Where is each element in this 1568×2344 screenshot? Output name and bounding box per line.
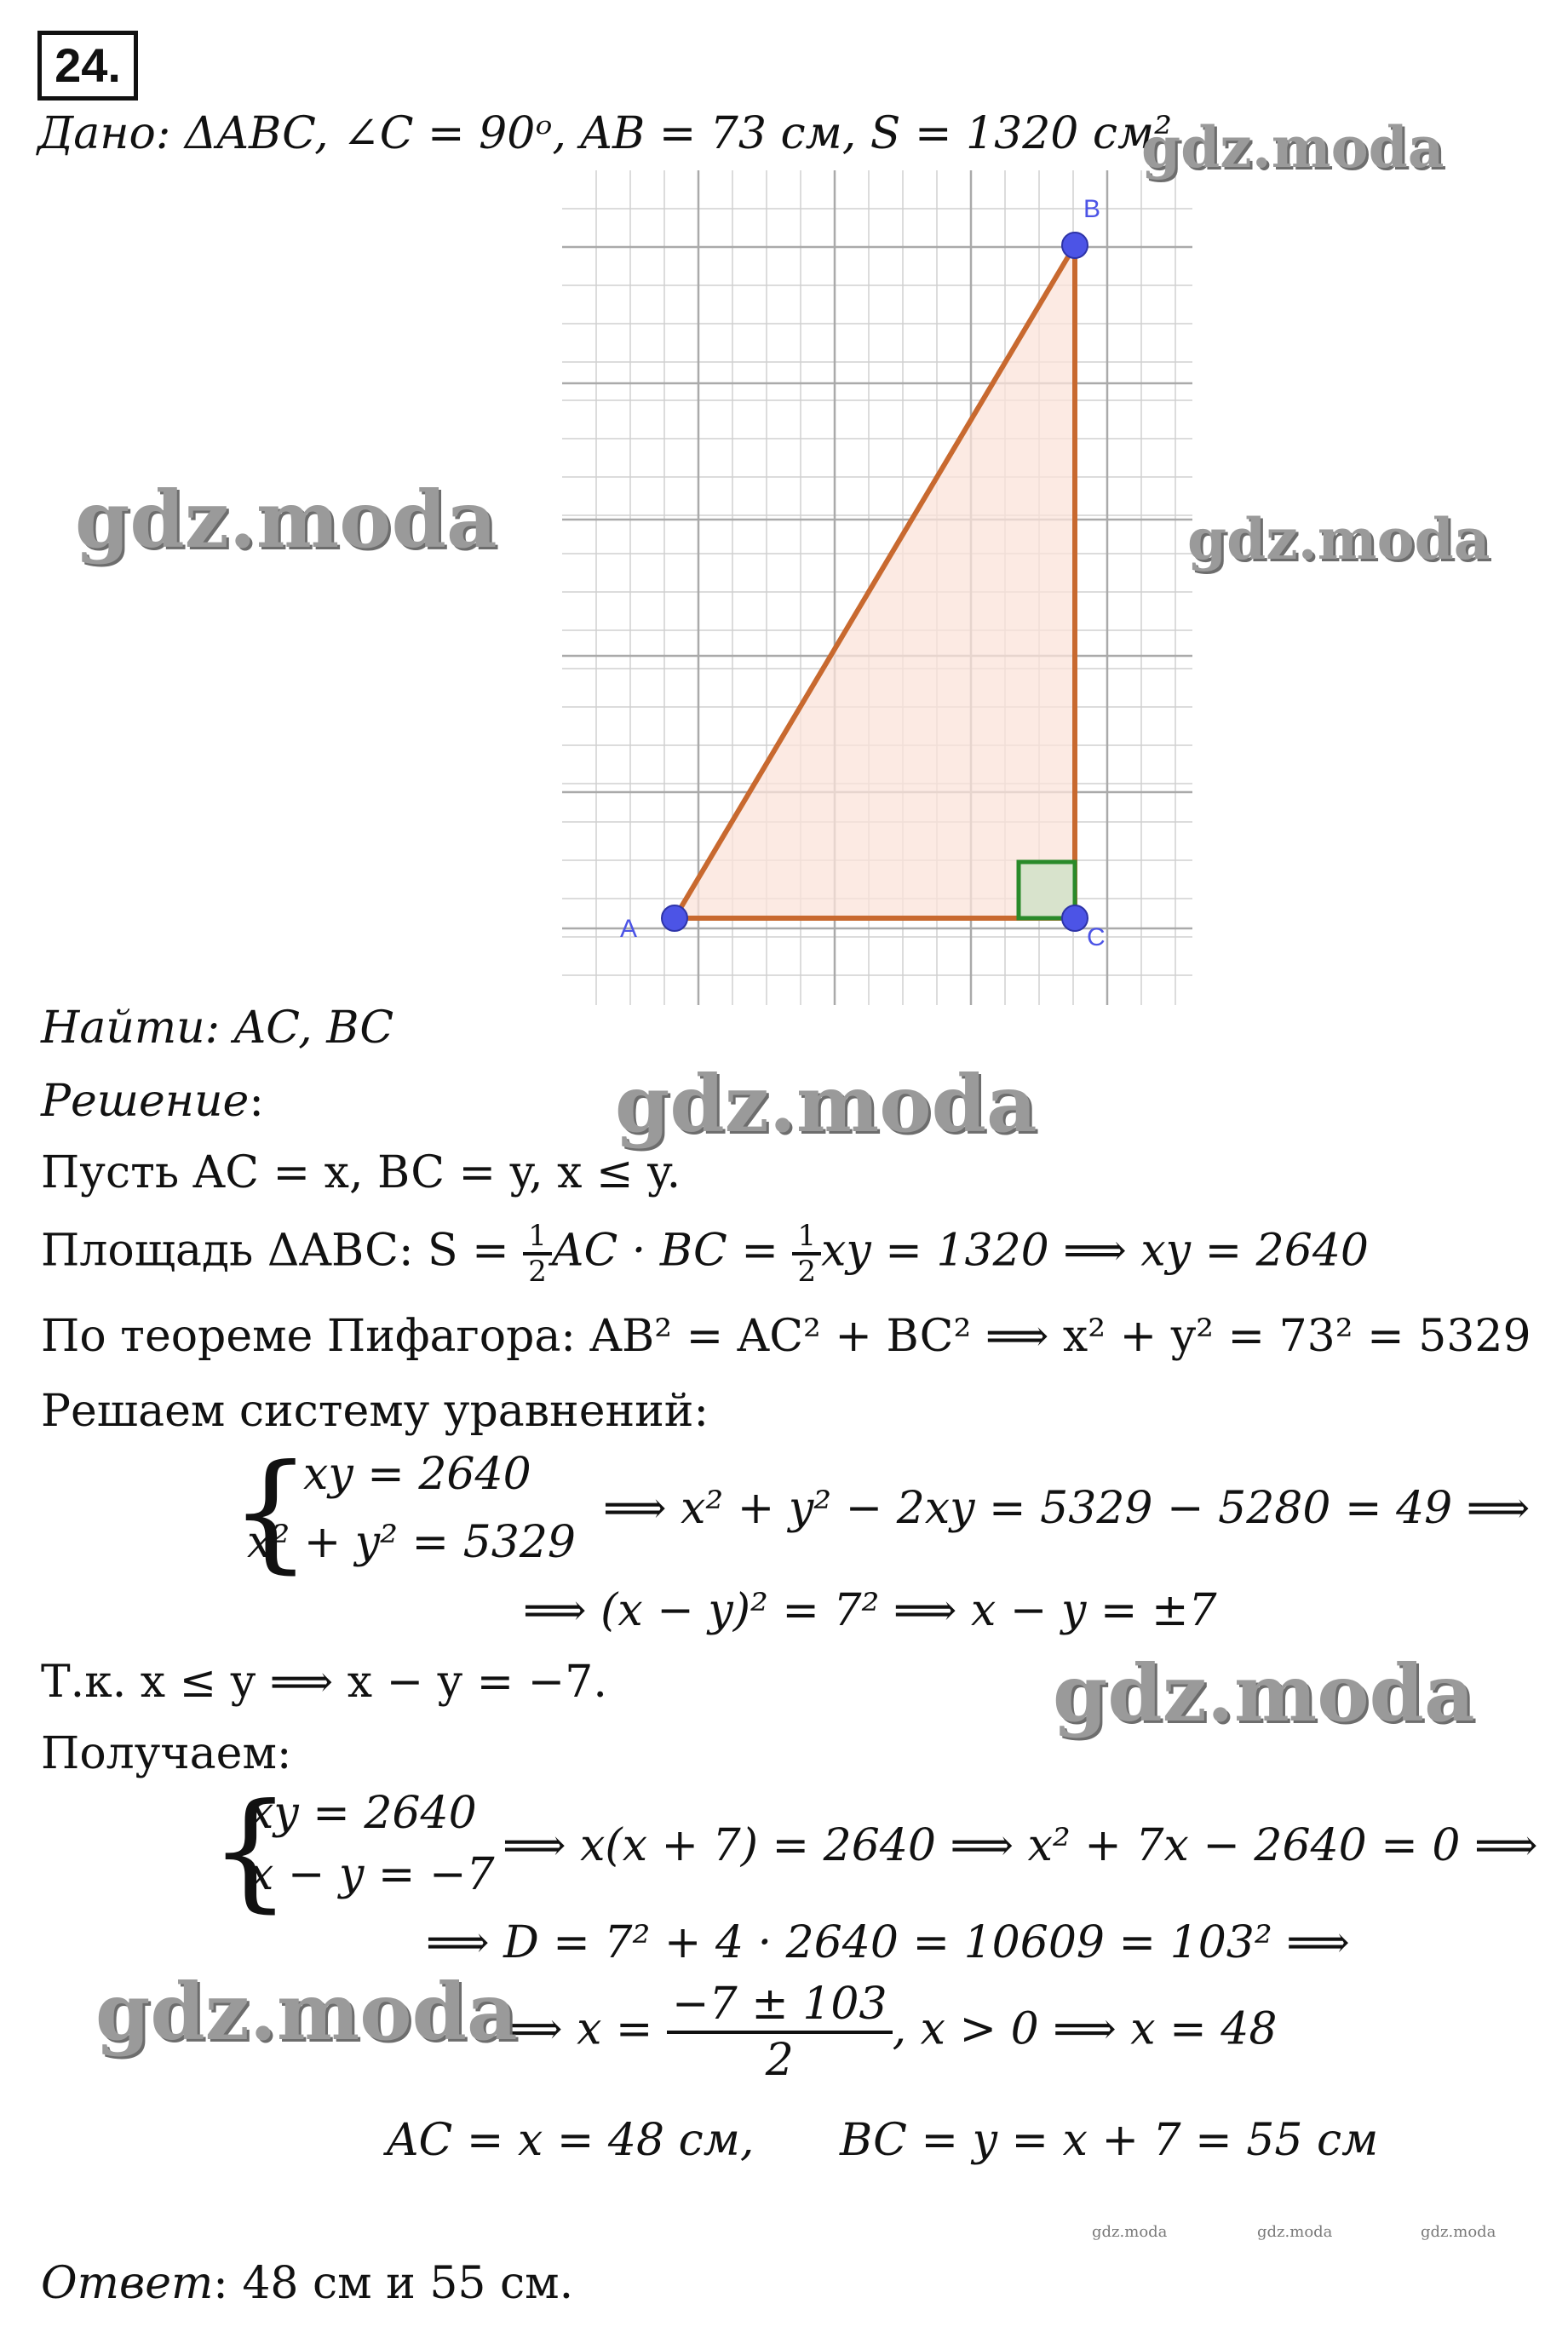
watermark-small: gdz.moda (1257, 2223, 1333, 2241)
fraction-numerator: 1 (523, 1220, 552, 1255)
watermark: gdz.moda (95, 1966, 518, 2058)
solution-header (41, 1075, 264, 1128)
watermark-small: gdz.moda (1092, 2223, 1168, 2241)
answer-label: Ответ (41, 2258, 214, 2309)
result-bc: BC = y = x + 7 = 55 см (840, 2115, 1379, 2166)
area-mid: AC · BC = (551, 1225, 793, 1277)
fraction-denominator: 2 (797, 1255, 817, 1289)
watermark: gdz.moda (75, 474, 497, 566)
system-1-result: ⟹ x² + y² − 2xy = 5329 − 5280 = 49 ⟹ (603, 1483, 1531, 1534)
solution-line-5: ⟹ (x − y)² = 7² ⟹ x − y = ±7 (523, 1585, 1217, 1636)
solution-line-8: ⟹ D = 7² + 4 · 2640 = 10609 = 103² ⟹ (426, 1917, 1350, 1968)
root-suffix: , x > 0 ⟹ x = 48 (892, 2003, 1278, 2055)
area-prefix: Площадь ΔABC: S = (41, 1225, 524, 1277)
system-1-eq-1: xy = 2640 (303, 1449, 531, 1500)
given-label: Дано (37, 108, 156, 159)
watermark: gdz.moda (615, 1058, 1037, 1150)
system-2-eq-2: x − y = −7 (249, 1849, 495, 1900)
watermark: gdz.moda (1053, 1647, 1475, 1739)
system-2-result: ⟹ x(x + 7) = 2640 ⟹ x² + 7x − 2640 = 0 ⟹ (503, 1820, 1538, 1871)
system-1-brace: { (230, 1438, 312, 1586)
problem-number: 24. (37, 31, 138, 101)
triangle-diagram (562, 170, 1192, 1005)
find-line (41, 1002, 393, 1054)
solution-line-3: По теореме Пифагора: AB² = AC² + BC² ⟹ x² + y² = 73² = 5329 (41, 1311, 1531, 1362)
given-text: : ΔABC, ∠C = 90ᵒ, AB = 73 см, S = 1320 см² (155, 108, 1172, 159)
label-a: A (620, 915, 638, 943)
system-2-eq-1: xy = 2640 (249, 1788, 477, 1839)
root-denominator: 2 (765, 2035, 794, 2086)
triangle-abc (675, 245, 1075, 918)
label-b: B (1083, 195, 1101, 223)
half-fraction-1 (523, 1220, 552, 1288)
watermark: gdz.moda (1187, 506, 1490, 572)
half-fraction-2 (792, 1220, 821, 1288)
root-prefix: ⟹ x = (499, 2003, 668, 2055)
answer-line (41, 2257, 573, 2310)
label-c: C (1087, 923, 1106, 951)
solution-label: Решение (41, 1076, 250, 1127)
solution-line-6: Т.к. x ≤ y ⟹ x − y = −7. (41, 1657, 607, 1708)
solution-line-2 (41, 1220, 1369, 1288)
watermark-small: gdz.moda (1421, 2223, 1496, 2241)
fraction-denominator: 2 (528, 1255, 547, 1289)
system-2-brace: { (210, 1777, 291, 1925)
solution-line-1: Пусть AC = x, BC = y, x ≤ y. (41, 1147, 681, 1198)
solution-line-7: Получаем: (41, 1728, 292, 1779)
point-c (1062, 905, 1088, 931)
watermark: gdz.moda (1141, 114, 1445, 181)
result-ac: AC = x = 48 см, (387, 2115, 755, 2166)
answer-text: : 48 см и 55 см. (213, 2258, 574, 2309)
find-text: : AC, BC (204, 1003, 394, 1054)
solution-line-4: Решаем систему уравнений: (41, 1386, 709, 1437)
find-label: Найти (41, 1003, 205, 1054)
root-fraction (667, 1978, 893, 2087)
point-b (1062, 233, 1088, 258)
point-a (662, 905, 687, 931)
solution-colon: : (249, 1076, 264, 1127)
fraction-numerator: 1 (792, 1220, 821, 1255)
area-suffix: xy = 1320 ⟹ xy = 2640 (821, 1225, 1370, 1277)
root-numerator: −7 ± 103 (667, 1978, 893, 2034)
solution-line-9 (499, 1978, 1277, 2087)
given-line (37, 107, 1172, 160)
system-1-eq-2: x² + y² = 5329 (247, 1517, 576, 1568)
